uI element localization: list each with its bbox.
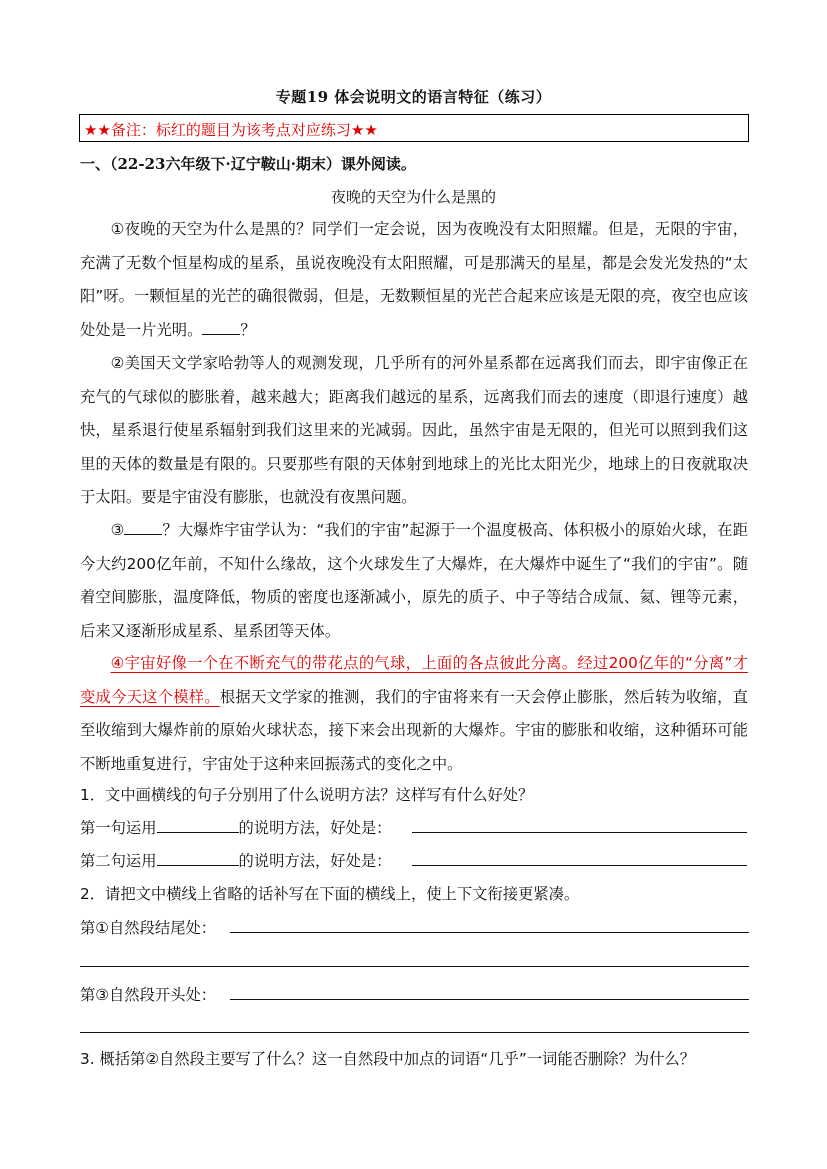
- answer-line[interactable]: [230, 999, 749, 1000]
- paragraph-4-text: 根据天文学家的推测，我们的宇宙将来有一天会停止膨胀，然后转为收缩，直至收缩到大爆炸前的原始火球状态，接下来会出现新的大爆炸。宇宙的膨胀和收缩，这种循环可能不断地重复进行，宇宙处于这种来回振荡式的变化之中。: [80, 687, 748, 773]
- answer-blank[interactable]: [157, 851, 239, 866]
- q1b-prefix: 第二句运用: [80, 852, 157, 870]
- answer-line[interactable]: [80, 1032, 749, 1033]
- paragraph-2: ②美国天文学家哈勃等人的观测发现，几乎所有的河外星系都在远离我们而去，即宇宙像正在充气的气球似的膨胀着，越来越大；距离我们越远的星系，远离我们而去的速度（即退行速度）越快，星系退行使星系辐射到我们这里来的光减弱。因此，虽然宇宙是无限的，但光可以照到我们这里的天体的数量是有限的。只要那些有限的天体射到地球上的光比太阳光少，地球上的日夜就取决于太阳。要是宇宙没有膨胀，也就没有夜黑问题。: [80, 354, 748, 507]
- answer-line[interactable]: [230, 932, 749, 933]
- answer-blank[interactable]: [157, 818, 239, 833]
- question-1: 1．文中画横线的句子分别用了什么说明方法？这样写有什么好处？: [80, 786, 534, 804]
- paragraph-1: [80, 213, 748, 347]
- paragraph-1-text: ①夜晚的天空为什么是黑的？同学们一定会说，因为夜晚没有太阳照耀。但是，无限的宇宙，充满了无数个恒星构成的星系，虽说夜晚没有太阳照耀，可是那满天的星星，都是会发光发热的“太阳”呀。一颗恒星的光芒的确很微弱，但是，无数颗恒星的光芒合起来应该是无限的亮，夜空也应该处处是一片光明。: [80, 220, 748, 339]
- note-box: [79, 114, 749, 142]
- paragraph-4: [80, 647, 748, 781]
- fill-blank[interactable]: [202, 320, 240, 335]
- q1a-prefix: 第一句运用: [80, 819, 157, 837]
- article-title: 夜晚的天空为什么是黑的: [330, 188, 496, 206]
- underlined-red-sentence: ④宇宙好像一个在不断充气的带花点的气球，上面的各点彼此分离。经过200亿年的“分离”才变成今天这个模样。: [80, 654, 748, 706]
- question-1-line-a: [80, 816, 391, 838]
- note-text: ★★备注：标红的题目为该考点对应练习★★: [84, 121, 378, 139]
- page-title: 专题19 体会说明文的语言特征（练习）: [275, 88, 552, 106]
- question-2-line-b: 第③自然段开头处：: [80, 986, 217, 1004]
- q1a-mid: 的说明方法，好处是：: [238, 819, 392, 837]
- section-heading: 一、（22-23六年级下·辽宁鞍山·期末）课外阅读。: [80, 155, 416, 173]
- question-1-line-b: [80, 849, 391, 871]
- paragraph-3: [80, 514, 748, 648]
- paragraph-3-text: ？大爆炸宇宙学认为：“我们的宇宙”起源于一个温度极高、体积极小的原始火球，在距今大约200亿年前，不知什么缘故，这个火球发生了大爆炸，在大爆炸中诞生了“我们的宇宙”。随着空间膨胀，温度降低，物质的密度也逐渐减小，原先的质子、中子等结合成氚、氦、锂等元素，后来又逐渐形成星系、星系团等天体。: [80, 521, 748, 640]
- question-2-line-a: 第①自然段结尾处：: [80, 919, 217, 937]
- answer-line[interactable]: [412, 865, 747, 866]
- question-3: 3. 概括第②自然段主要写了什么？这一自然段中加点的词语“几乎”一词能否删除？为什么？: [80, 1050, 696, 1068]
- paragraph-3-start: ③: [110, 521, 125, 539]
- paragraph-1-end: ？: [240, 320, 256, 339]
- fill-blank[interactable]: [124, 520, 162, 535]
- answer-line[interactable]: [412, 832, 747, 833]
- question-2: 2．请把文中横线上省略的话补写在下面的横线上，使上下文衔接更紧凑。: [80, 885, 580, 903]
- q1b-mid: 的说明方法，好处是：: [238, 852, 392, 870]
- answer-line[interactable]: [80, 966, 749, 967]
